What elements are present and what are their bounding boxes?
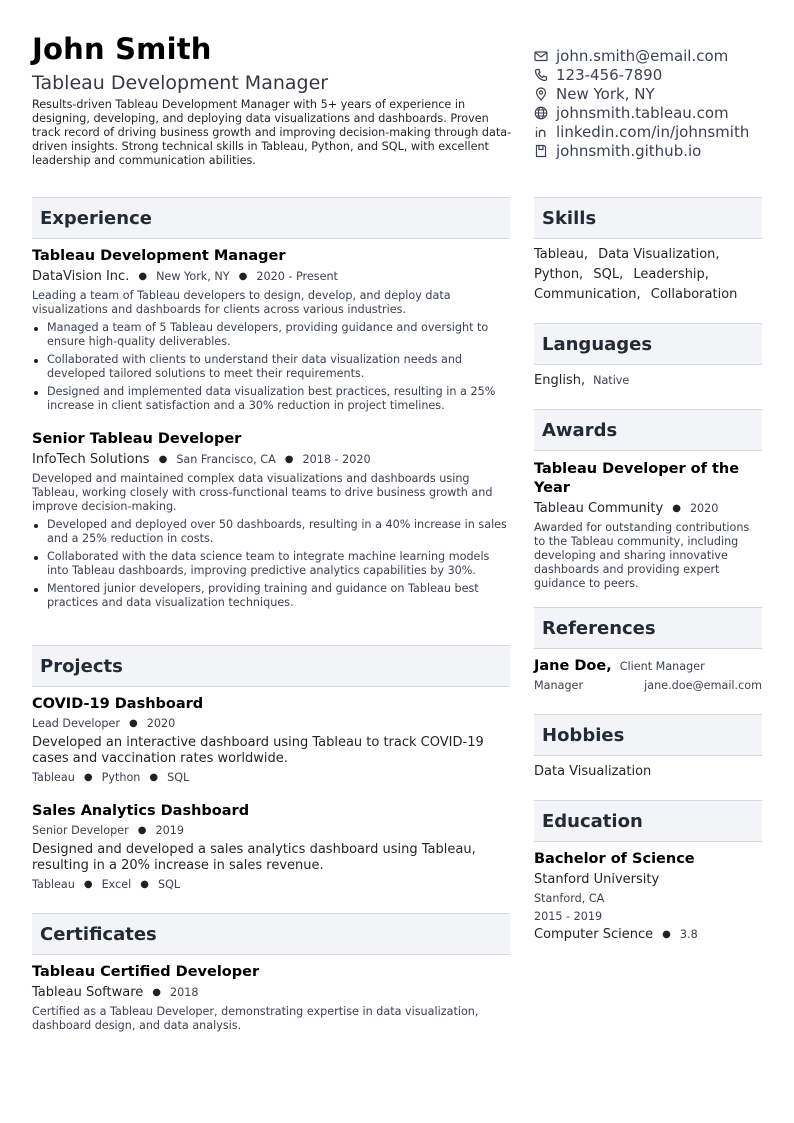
project-tech — [32, 878, 510, 891]
globe-icon — [534, 106, 548, 120]
contact-website[interactable] — [534, 103, 784, 122]
job-title: Tableau Development Manager — [32, 248, 286, 264]
tech-tag: SQL — [157, 878, 181, 891]
project-title: COVID-19 Dashboard — [32, 696, 204, 712]
award-meta — [534, 501, 762, 516]
education-field: Computer Science — [534, 927, 654, 942]
contact-list — [534, 46, 784, 160]
project-year: 2020 — [146, 717, 176, 730]
skill-item: Tableau, — [534, 247, 588, 262]
reference-name-row — [534, 658, 762, 674]
tech-tag: SQL — [167, 771, 190, 784]
separator-dot: ● — [149, 772, 159, 783]
separator-dot: ● — [662, 929, 671, 940]
tech-tag: Python — [101, 771, 141, 784]
separator-dot: ● — [83, 772, 93, 783]
job-company: InfoTech Solutions — [32, 452, 150, 467]
skill-item: Python, — [534, 267, 584, 282]
certificate-description: Certified as a Tableau Developer, demonstrating expertise in data visualization, dashboard design, and data analysis. — [32, 1005, 479, 1032]
project-role: Lead Developer — [32, 717, 120, 730]
awards-section-header: Awards — [534, 409, 762, 451]
project-meta — [32, 717, 510, 730]
skills-section-header: Skills — [534, 197, 762, 239]
hobby-item: Data Visualization — [534, 764, 652, 779]
contact-location-text: New York, NY — [556, 84, 655, 103]
hobbies-section-header: Hobbies — [534, 714, 762, 756]
project-tech — [32, 771, 510, 784]
contact-github-text: johnsmith.github.io — [556, 141, 702, 160]
separator-dot: ● — [140, 879, 149, 890]
certificates-section-header: Certificates — [32, 913, 510, 955]
job-location: New York, NY — [156, 270, 230, 283]
project-year: 2019 — [155, 824, 184, 837]
job-description: Developed and maintained complex data visualizations and dashboards using Tableau, working closely with cross-functional teams to drive business growth and improve decision-making. — [32, 472, 493, 513]
reference-item — [534, 658, 762, 692]
language-item — [534, 373, 629, 388]
phone-icon — [534, 68, 548, 82]
project-meta — [32, 824, 510, 837]
reference-email[interactable]: jane.doe@email.com — [644, 679, 762, 692]
tech-tag: Tableau — [32, 878, 75, 891]
job-dates: 2018 - 2020 — [302, 453, 371, 466]
experience-item — [32, 248, 510, 417]
contact-phone[interactable] — [534, 65, 784, 84]
award-item — [534, 460, 762, 591]
award-issuer: Tableau Community — [534, 501, 664, 516]
contact-email-text: john.smith@email.com — [556, 46, 729, 65]
project-description: Developed an interactive dashboard using Tableau to track COVID-19 cases and vaccination rates worldwide. — [32, 735, 484, 766]
separator-dot: ● — [137, 825, 147, 836]
contact-email[interactable] — [534, 46, 784, 65]
contact-linkedin[interactable] — [534, 122, 784, 141]
separator-dot: ● — [158, 454, 168, 465]
separator-dot: ● — [238, 271, 248, 282]
language-level: Native — [593, 374, 630, 387]
experience-item — [32, 431, 510, 614]
contact-location — [534, 84, 784, 103]
award-year: 2020 — [689, 502, 719, 515]
skill-item: Collaboration — [650, 287, 738, 302]
award-title: Tableau Developer of the Year — [534, 461, 740, 496]
job-location: San Francisco, CA — [176, 453, 276, 466]
job-company: DataVision Inc. — [32, 269, 130, 284]
separator-dot: ● — [672, 503, 681, 514]
education-section-header: Education — [534, 800, 762, 842]
separator-dot: ● — [152, 987, 161, 998]
certificate-item — [32, 964, 510, 1033]
job-bullet: Mentored junior developers, providing training and guidance on Tableau best practices and data visualization techniques. — [32, 582, 508, 610]
job-bullets — [32, 518, 508, 610]
location-icon — [534, 87, 548, 101]
certificate-issuer: Tableau Software — [32, 985, 144, 1000]
education-item — [534, 851, 762, 942]
job-bullet: Designed and implemented data visualization best practices, resulting in a 25% increase in client satisfaction and a 30% reduction in project timelines. — [32, 385, 508, 413]
job-bullet: Managed a team of 5 Tableau developers, providing guidance and oversight to ensure high-quality deliverables. — [32, 321, 508, 349]
email-icon — [534, 49, 548, 63]
separator-dot: ● — [83, 879, 93, 890]
project-description: Designed and developed a sales analytics dashboard using Tableau, resulting in a 20% increase in sales revenue. — [32, 842, 476, 873]
reference-details — [534, 679, 762, 692]
skill-item: Communication, — [534, 287, 641, 302]
certificate-title: Tableau Certified Developer — [32, 964, 260, 980]
tech-tag: Tableau — [32, 771, 75, 784]
reference-role: Client Manager — [619, 659, 705, 673]
job-bullet: Collaborated with the data science team to integrate machine learning models into Tableau dashboards, improving predictive analytics capabilities by 30%. — [32, 550, 508, 578]
education-school: Stanford University — [534, 872, 660, 887]
skill-item: SQL, — [593, 267, 624, 282]
education-location: Stanford, CA — [534, 892, 605, 905]
education-field-row — [534, 927, 762, 942]
job-bullets — [32, 321, 508, 413]
languages-section-header: Languages — [534, 323, 762, 365]
candidate-name: John Smith — [32, 32, 212, 66]
job-meta — [32, 452, 510, 467]
reference-name: Jane Doe, — [534, 658, 612, 674]
skill-item: Data Visualization, — [598, 247, 720, 262]
contact-website-text: johnsmith.tableau.com — [556, 103, 729, 122]
project-role: Senior Developer — [32, 824, 129, 837]
candidate-headline: Tableau Development Manager — [32, 72, 329, 94]
job-description: Leading a team of Tableau developers to design, develop, and deploy data visualizations and dashboards for clients across various industries. — [32, 289, 451, 316]
reference-role-cont: Manager — [534, 679, 584, 692]
summary-text: Results-driven Tableau Development Manager with 5+ years of experience in designing, developing, and deploying data visualizations and dashboards. Proven track record of driving business growth and improving decision-making through data-driven insights. Strong technical skills in Tableau, Python, and SQL, with excellent leadership and communication abilities. — [32, 98, 512, 167]
contact-github[interactable] — [534, 141, 784, 160]
tech-tag: Excel — [101, 878, 132, 891]
separator-dot: ● — [284, 454, 294, 465]
skills-list — [534, 245, 762, 305]
award-description: Awarded for outstanding contributions to the Tableau community, including developing and sharing innovative dashboards and providing expert guidance to peers. — [534, 521, 750, 590]
contact-phone-text: 123-456-7890 — [556, 65, 663, 84]
projects-section-header: Projects — [32, 645, 510, 687]
job-bullet: Developed and deployed over 50 dashboards, resulting in a 40% increase in sales and a 25% reduction in costs. — [32, 518, 508, 546]
education-dates: 2015 - 2019 — [534, 910, 603, 923]
project-title: Sales Analytics Dashboard — [32, 803, 250, 819]
certificate-year: 2018 — [170, 986, 199, 999]
project-item — [32, 803, 510, 891]
linkedin-icon — [534, 125, 548, 139]
project-item — [32, 696, 510, 784]
job-title: Senior Tableau Developer — [32, 431, 242, 447]
job-meta — [32, 269, 510, 284]
education-gpa: 3.8 — [679, 928, 698, 941]
skill-item: Leadership, — [633, 267, 709, 282]
github-icon — [534, 144, 548, 158]
experience-section-header: Experience — [32, 197, 510, 239]
language-name: English, — [534, 373, 586, 388]
education-degree: Bachelor of Science — [534, 851, 695, 867]
certificate-meta — [32, 985, 510, 1000]
separator-dot: ● — [128, 718, 138, 729]
references-section-header: References — [534, 607, 762, 649]
contact-linkedin-text: linkedin.com/in/johnsmith — [556, 122, 750, 141]
job-bullet: Collaborated with clients to understand their data visualization needs and developed tailored solutions to meet their requirements. — [32, 353, 508, 381]
job-dates: 2020 - Present — [256, 270, 338, 283]
separator-dot: ● — [138, 271, 148, 282]
